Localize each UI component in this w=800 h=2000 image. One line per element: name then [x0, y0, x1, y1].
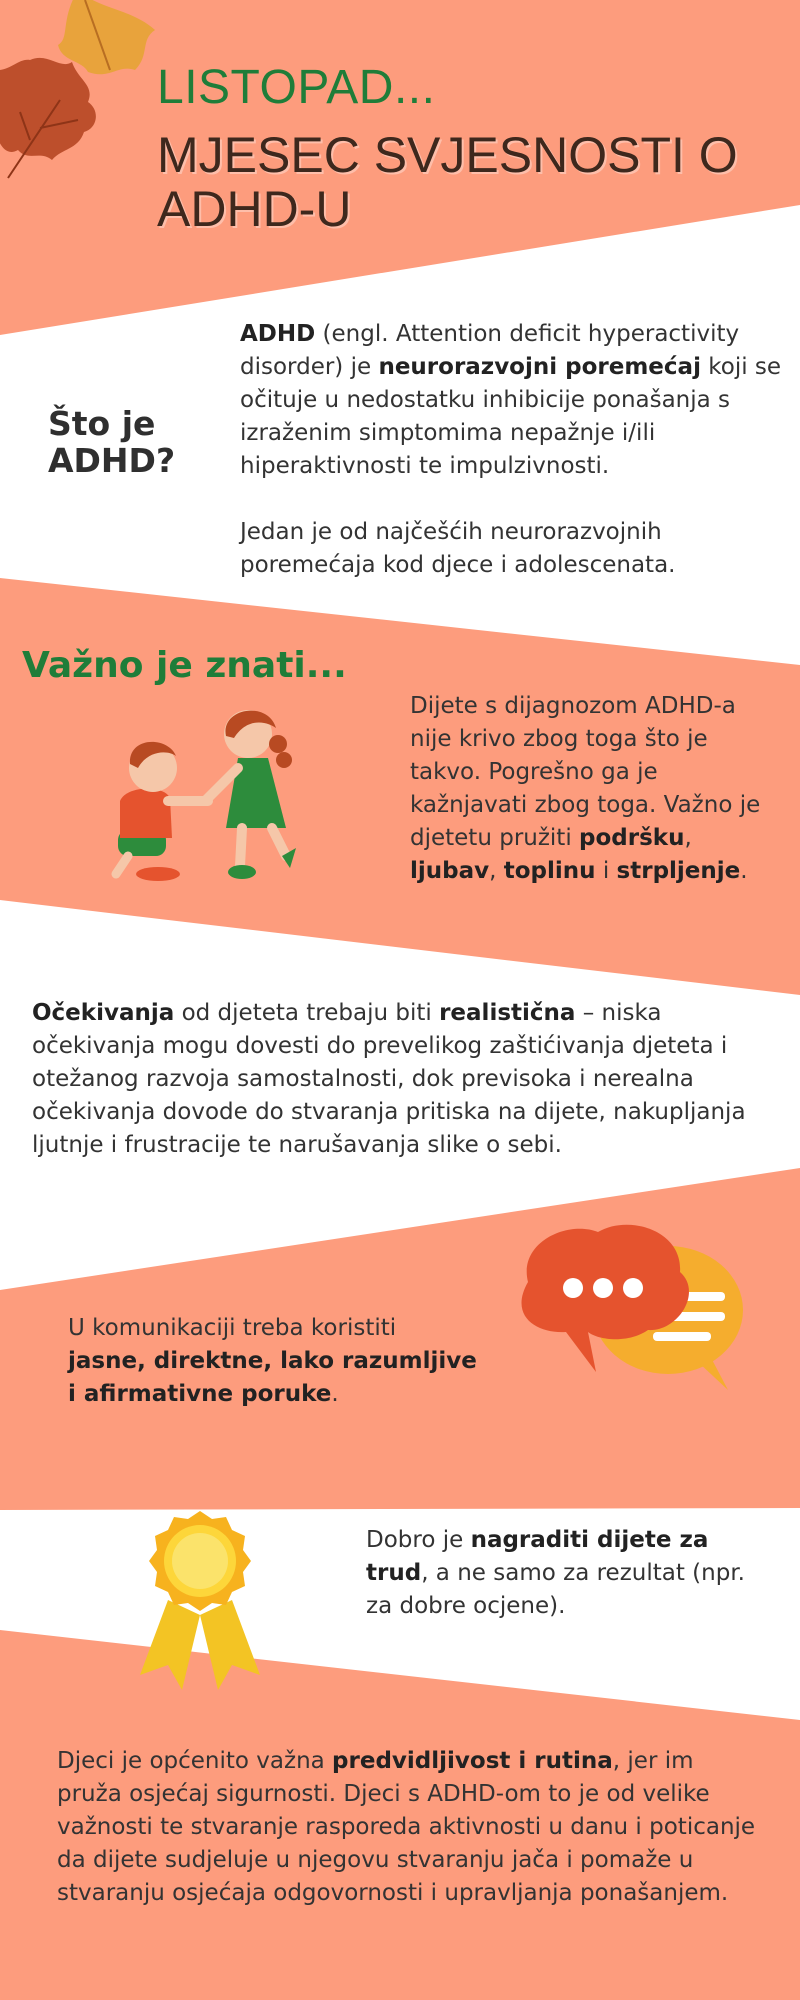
- bold-patience: strpljenje: [616, 858, 741, 884]
- question-heading: Što je ADHD?: [48, 404, 176, 480]
- autumn-leaves-icon: [0, 0, 160, 190]
- adhd-definition: [240, 318, 785, 582]
- bold-support: podršku: [579, 825, 685, 851]
- chat-bubbles-icon: [508, 1222, 758, 1397]
- text-span: od djeteta trebaju biti: [174, 1000, 440, 1026]
- title-line2: MJESEC SVJESNOSTI O ADHD-U: [157, 127, 738, 237]
- reward-text: [366, 1524, 746, 1623]
- bold-adhd: ADHD: [240, 321, 316, 347]
- title-line1: LISTOPAD...: [157, 61, 436, 114]
- bold-routine: predvidljivost i rutina: [332, 1748, 613, 1774]
- text-span: .: [331, 1381, 339, 1407]
- bold-love: ljubav: [410, 858, 490, 884]
- text-span: .: [740, 858, 748, 884]
- definition-paragraph: [240, 318, 785, 483]
- text-span: Djeci je općenito važna: [57, 1748, 333, 1774]
- important-text: [410, 690, 780, 888]
- bold-realistic: realistična: [439, 1000, 576, 1026]
- communication-bold: [68, 1345, 488, 1411]
- bold-reward: nagraditi dijete za trud: [366, 1527, 709, 1586]
- expectations-text: [32, 997, 747, 1162]
- bold-warmth: toplinu: [503, 858, 596, 884]
- communication-intro: U komunikaciji treba koristiti: [68, 1315, 397, 1341]
- text-span: (engl. Attention deficit hyperactivity disorder) je: [240, 321, 740, 380]
- text-span: ,: [489, 858, 504, 884]
- children-illustration: [108, 706, 348, 886]
- text-span: ,: [684, 825, 692, 851]
- bold-expectations: Očekivanja: [32, 1000, 175, 1026]
- bold-neurodevelopmental: neurorazvojni poremećaj: [378, 354, 701, 380]
- text-span: Dobro je: [366, 1527, 471, 1553]
- routine-text: [57, 1745, 757, 1910]
- communication-text: [68, 1312, 488, 1411]
- bold-messages: jasne, direktne, lako razumljive i afirmativne poruke: [68, 1348, 477, 1407]
- prevalence-paragraph: Jedan je od najčešćih neurorazvojnih poremećaja kod djece i adolescenata.: [240, 519, 676, 578]
- award-ribbon-icon: [130, 1505, 270, 1695]
- text-span: , a ne samo za rezultat (npr. za dobre ocjene).: [366, 1560, 745, 1619]
- text-span: – niska očekivanja mogu dovesti do prevelikog zaštićivanja djeteta i otežanog razvoja samostalnosti, dok previsoka i nerealna očekivanja dovode do stvaranja pritiska na dijete, nakupljanja ljutnje i frustracije te narušavanja slike o sebi.: [32, 1000, 746, 1158]
- text-span: , jer im pruža osjećaj sigurnosti. Djeci s ADHD-om to je od velike važnosti te stvaranje rasporeda aktivnosti u danu i poticanje da dijete sudjeluje u njegovu stvaranju jača i pomaže u stvaranju osjećaja odgovornosti i upravljanja ponašanjem.: [57, 1748, 756, 1906]
- text-span: koji se očituje u nedostatku inhibicije ponašanja s izraženim simptomima nepažnje i/ili hiperaktivnosti te impulzivnosti.: [240, 354, 782, 479]
- important-heading: Važno je znati...: [22, 645, 347, 686]
- text-span: i: [595, 858, 617, 884]
- text-span: Dijete s dijagnozom ADHD-a nije krivo zbog toga što je takvo. Pogrešno ga je kažnjavati zbog toga. Važno je djetetu pružiti: [410, 693, 761, 851]
